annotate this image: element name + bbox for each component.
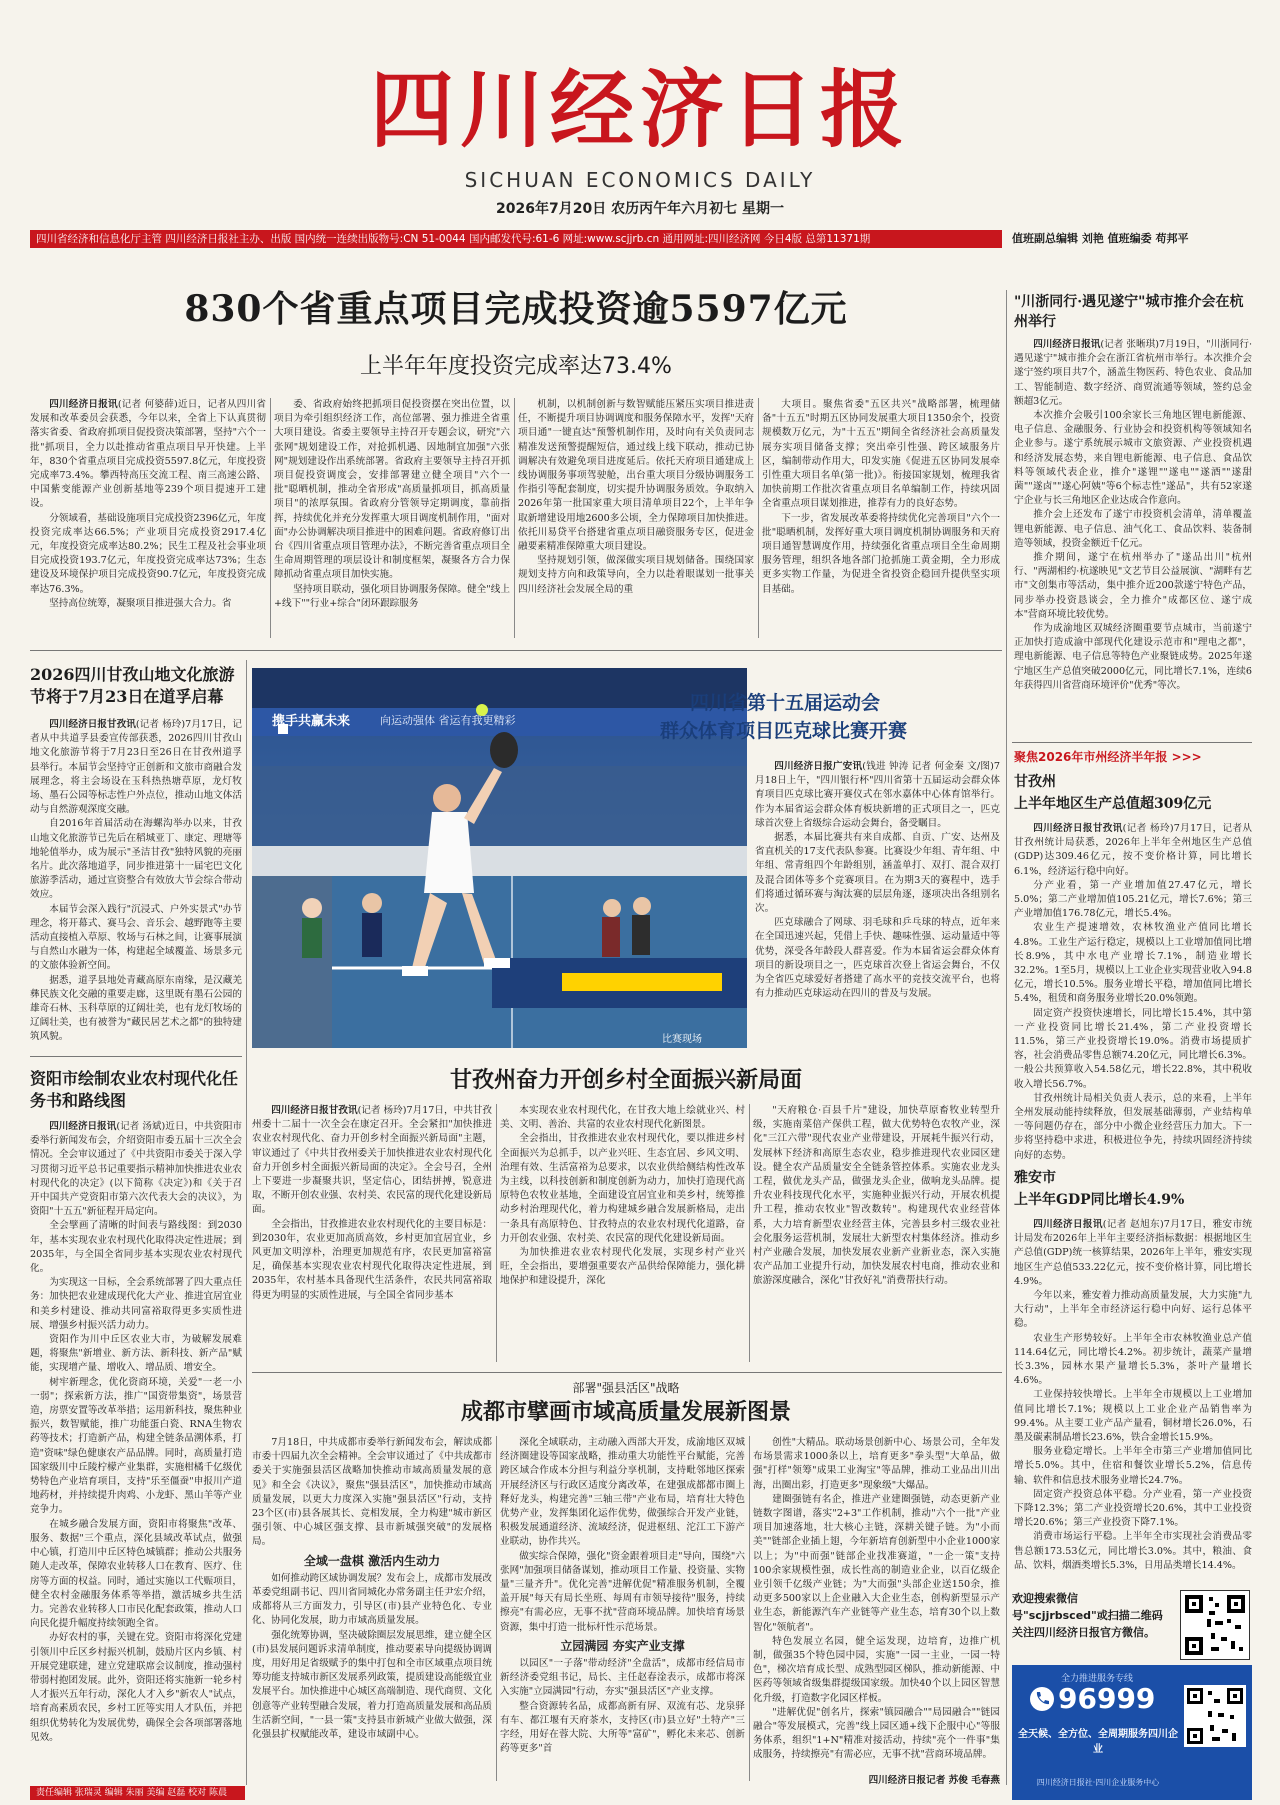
lead-paragraph: 坚持规划引领，做深做实项目规划储备。围绕国家规划支持方向和政策导向，全力以赴着眼谋划一批事关四川经济社会发展全局的重	[518, 555, 754, 595]
section-divider	[1012, 742, 1252, 743]
ganzi-rural-paragraph: 7月17日，中共甘孜州委十二届十一次全会在康定召开。全会紧扣"加快推进农业农村现代化、奋力开创乡村全面振兴新局面"主题，审议通过了《中共甘孜州委关于加快推进农业农村现代化奋力开创乡村全面振兴新局面的决定》。全会号召，全州上下要进一步凝聚共识，坚定信心，团结拼搏，锐意进取，不断开创农业强、农村美、农民富的现代化建设新局面。	[252, 1105, 492, 1216]
ad-bottom-text: 四川经济日报社·四川企业服务中心	[1036, 1778, 1160, 1787]
chengdu-paragraph: 深化全域联动，主动融入西部大开发，成渝地区双城经济圈建设等国家战略，推动重大功能性平台赋能，完善跨区域合作成本分担与利益分享机制，支持毗邻地区探索开展经济区与行政区适度分离改革，在建强成都都市圈上释好龙头，构建完善"三轴三带"产业布局，培育壮大特色优势产业，发挥集团化运作优势，做强综合开发产业链，积极发展通道经济、流域经济，促进枢纽、沱江工下游产业联动，协作共兴。	[500, 1437, 745, 1548]
yaan-gdp-paragraph: 固定资产投资总体平稳。分产业看，第一产业投资下降12.3%；第二产业投资增长20.6%，其中工业投资增长20.6%；第三产业投资下降7.1%。	[1014, 1488, 1252, 1529]
ganzi-rural-column-1	[252, 1104, 492, 1366]
qr-code-icon	[1184, 1685, 1246, 1747]
sports-paragraph: 匹克球融合了网球、羽毛球和乒乓球的特点，近年来在全国迅速兴起，凭借上手快、趣味性强、运动量适中等优势，深受各年龄段人群喜爱。作为本届省运会群众体育项目的新设项目之一，匹克球首次登上省运会舞台，不仅为全省匹克球爱好者搭建了高水平的竞技交流平台，也将有力推动匹克球运动在四川的普及与发展。	[755, 917, 1000, 1000]
chengdu-headline: 成都市擘画市域高质量发展新图景	[460, 1399, 791, 1425]
lead-paragraph: 下一步，省发展改革委将持续优化完善项目"六个一批"聪晒机制，发挥好重大项目调度机制协调服务和天府项目通智慧调度作用，持续强化省重点项目全生命周期服务管理，组织各地各部门抢抓施工黄金期，全力形成更多实物工作量，为促进全省投资企稳回升提供坚实项目基础。	[762, 512, 1000, 595]
ziyang-headline: 资阳市绘制农业农村现代化任务书和路线图	[30, 1069, 239, 1110]
qr-code-icon	[1181, 1591, 1249, 1659]
photo-caption: 比赛现场	[662, 1034, 702, 1045]
yaan-gdp-dateline: 四川经济日报讯	[1033, 1219, 1103, 1230]
service-hotline-ad	[1012, 1665, 1252, 1800]
suining-paragraph: 本次推介会吸引100余家长三角地区锂电新能源、电子信息、金融服务、行业协会和投资机构等领域知名企业参与。遂宁系统展示城市文旅资源、产业投资机遇和经济发展态势，来自锂电新能源、电子信息、食品饮料等领域代表企业，推介"遂锂""遂电""遂酒""遂甜菌""遂卤""遂心阿姨"等6个标志性"遂品"，共有52家遂宁企业与长三角地区企业达成合作意向。	[1014, 410, 1252, 507]
ziyang-paragraph: 树牢新理念，优化资商环境，关爱"一老一小一弱"；探索新方法，推广"国资带集资"，场景营造，房票安置等改革举措；运用新科技，聚焦种业振兴，数智赋能，推广功能蛋白瓷、RNA生物农药等技术；打造新产品，构建全链条品溯体系，打造"资味"绿色健康农产品品牌。同时，高质量打造国家级川中丘陵柠檬产业集群，实施柑橘千亿级优势特色产业培育项目，支持"乐至僵蚕"申报川产道地药材，并持续提升肉鸡、小龙虾、黑山羊等产业竞争力。	[30, 1376, 242, 1516]
lead-column-3	[518, 398, 754, 643]
sports-paragraph: 据悉，本届比赛共有来自成都、自贡、广安、达州及省直机关的17支代表队参赛。比赛设少年组、青年组、中年组、常青组四个年龄组别，涵盖单打、双打、混合双打及混合团体等多个竞赛项目。在为期3天的赛程中，选手们将通过循环赛与淘汰赛的层层角逐，逐项决出各组别名次。	[755, 832, 1000, 915]
ganzi-rural-column-2	[500, 1104, 745, 1366]
ganzi-gdp-reporter: (记者 杨玲)	[1122, 823, 1174, 834]
section-divider	[30, 650, 1002, 651]
sports-paragraph: 7月18日上午，"四川银行杯"四川省第十五届运动会群众体育项目匹克球比赛开赛仪式在邻水嘉体中心体育馆举行。作为本届省运会群众体育板块新增的正式项目之一，匹克球首次登上省级综合运动会舞台，备受瞩目。	[755, 761, 1000, 829]
yaan-gdp-kicker: 雅安市	[1014, 1170, 1056, 1186]
ziyang-paragraph: 办好农村的事，关键在党。资阳市将深化党建引领川中丘区乡村振兴机制，鼓励片区内乡镇、村开展党建联建，建立党建联席会议制度，推动强村带弱村抱团发展。此外，资阳还将实施新一轮乡村人才振兴五年行动，深化人才入乡"新农人"试点，培育高素质农民，乡村工匠等实用人才队伍，并把组织优势转化为发展优势，确保全会各项部署落地见效。	[30, 1632, 242, 1743]
ad-qr-code[interactable]	[1184, 1685, 1246, 1747]
yaan-gdp-paragraph: 7月17日，雅安市统计局发布2026年上半年主要经济指标数据：根据地区生产总值(GDP)统一核算结果，2026年上半年，雅安实现地区生产总值533.22亿元，按不变价格计算，同比增长4.9%。	[1014, 1219, 1253, 1287]
lead-paragraph: 坚持高位统筹，凝聚项目推进强大合力。省	[49, 597, 232, 609]
suining-paragraph: 7月19日，"川浙同行·遇见遂宁"城市推介会在浙江省杭州市举行。本次推介会遂宁签约项目共7个，涵盖生物医药、特色农业、食品加工、智能制造、数字经济、商贸流通等领域，签约总金额超3亿元。	[1014, 339, 1252, 407]
suining-paragraph: 作为成渝地区双城经济圈重要节点城市，当前遂宁正加快打造成渝中部现代化建设示范市和"理电之都"，理电新能源、电子信息等特色产业聚链成势。2025年遂宁地区生产总值突破2000亿元，同比增长7.1%，连续6年获得四川省营商环境评价"优秀"等次。	[1014, 623, 1252, 691]
tourism-paragraph: 7月17日，记者从中共道孚县委宣传部获悉，2026四川甘孜山地文化旅游节将于7月23日至26日在甘孜州道孚县举行。本届节会坚持守正创新和文旅市商融合发展理念，将主会场设在玉科热热塘草原，龙灯牧场、墨石公园等标志性户外点位，推动山地文体活动与自然游观深度交融。	[30, 719, 242, 816]
tourism-dateline: 四川经济日报甘孜讯	[49, 719, 136, 730]
chengdu-paragraph: 创性"大精品。联动场景创新中心、场景公司，全年发布场景需求1000条以上，培育更多"拳头型"大单品，做强"打样"领筹"成果工业淘宝"等品牌，推动工业品出川出海，出圈出彩，打造更多"现象级"大爆品。	[753, 1437, 1000, 1491]
column-divider	[514, 398, 515, 638]
sports-headline-2: 群众体育项目匹克球比赛开赛	[660, 720, 908, 742]
ganzi-rural-paragraph: 全会指出，甘孜推进农业农村现代化的主要目标是：到2030年，农业更加高质高效，乡村更加宜居宜业，乡风更加文明淳朴，治理更加规范有序，农民更加富裕富足，确保基本实现农业农村现代化取得决定性进展，到2035年，农村基本具备现代生活条件，农民共同富裕取得更为明显的实质性进展，与全国全省同步基本	[252, 1218, 492, 1301]
masthead-title: 四川经济日报	[369, 60, 910, 159]
ziyang-dateline: 四川经济日报讯	[49, 1121, 117, 1132]
suining-headline: "川浙同行·遇见遂宁"城市推介会在杭州举行	[1014, 294, 1244, 330]
section-divider	[252, 1372, 1002, 1373]
lead-column-4	[762, 398, 1000, 643]
chengdu-paragraph: 强化统筹协调，坚决破除圈层发展思维，建立健全区(市)县发展问题诉求清单制度，推动要素导向提级协调调度，用好用足省级赋予的集中打包和全市区域重点项目统筹功能支持城市新区发展系列政策，提质建设高能级宜业发展平台。加快推进中心城区高端制造、现代商贸、文化创意等产业转型融合发展，着力打造高质量发展和高品质生活新空间，"一县一策"支持县市新城产业做大做强，深化强县扩权赋能改革，建设市域副中心。	[252, 1629, 492, 1741]
lead-subhead: 上半年年度投资完成率达73.4%	[360, 354, 672, 379]
column-divider	[749, 1436, 750, 1781]
lead-paragraph: 坚持项目联动，强化项目协调服务保障。健全"线上+线下""行业+综合"闭环跟踪服务	[274, 583, 510, 609]
yaan-gdp-paragraph: 农业生产形势较好。上半年全市农林牧渔业总产值114.64亿元，同比增长4.2%。初步统计，蔬菜产量增长3.3%，园林水果产量增长5.3%，茶叶产量增长4.6%。	[1014, 1332, 1252, 1387]
ziyang-paragraph: 在城乡融合发展方面，资阳市将聚焦"改革、服务、数据"三个重点，深化县域改革试点，做强中心镇，打造川中丘区特色城镇群；推动公共服务随人走改革，保障农业转移人口在教育、医疗、住房等方面的权益。同时，通过实施以工代赈项目，健全农村金融服务体系等举措，激活城乡共生活力。完善农业转移人口市民化配套政策，推动人口向民化提升幅度持续领跑全省。	[30, 1518, 242, 1630]
ziyang-paragraph: 全会擘画了清晰的时间表与路线图：到2030年，基本实现农业农村现代化取得决定性进展；到2035年，与全国全省同步基本实现农业农村现代化。	[30, 1220, 242, 1275]
ganzi-gdp-paragraph: 甘孜州统计局相关负责人表示，总的来看，上半年全州发展动能持续释放，但发展基础薄弱，产业结构单一等问题仍存在，部分中小微企业经营压力加大。下一步将坚持稳中求进，积极进位争先，持续巩固经济持续向好的态势。	[1014, 1092, 1252, 1161]
yaan-gdp-reporter: (记者 赵旭东)	[1102, 1219, 1164, 1230]
lead-paragraph: 分领域看，基础设施项目完成投资2396亿元，年度投资完成率达66.5%；产业项目完成投资2917.4亿元，年度投资完成率达80.2%；民生工程及社会事业项目完成投资193.7亿元，年度投资完成率达73%；生态建设及环境保护项目完成投资90.7亿元，年度投资完成率达76.3%。	[30, 512, 266, 595]
ganzi-gdp-headline: 上半年地区生产总值超309亿元	[1014, 796, 1212, 812]
column-divider	[496, 1436, 497, 1781]
ganzi-rural-headline: 甘孜州奋力开创乡村全面振兴新局面	[449, 1067, 802, 1093]
chengdu-paragraph: 做实综合保障，强化"资金跟着项目走"导向，围绕"六张网"加强项目储备谋划，推动项目工作量、投资量、实物量"三量齐升"。优化完善"进解优促"精准服务机制，全覆盖开展"每天有局长坐班、每周有市领导接待"服务，持续擦亮"有需必应，无事不扰"营商环境品牌。加快培育场景资源，集中打造一批标杆性示范场景。	[500, 1550, 745, 1633]
phone-icon	[1030, 1687, 1054, 1711]
chengdu-kicker: 部署"强县活区"战略	[572, 1381, 680, 1395]
ganzi-rural-paragraph: 为加快推进农业农村现代化发展，实现乡村产业兴旺，全会指出，要增强重要农产品供给保障能力，强化耕地保护和建设提升，深化	[500, 1247, 745, 1287]
sports-dateline: 四川经济日报广安讯	[774, 761, 863, 772]
photo-banner-text: 携手共赢未来	[272, 714, 351, 729]
sports-headline-1: 四川省第十五届运动会	[690, 692, 881, 714]
suining-article-body	[1014, 338, 1252, 728]
chengdu-subhead-2: 立园满园 夯实产业支撑	[560, 1638, 685, 1653]
suining-reporter: (记者 张晰琪)	[1100, 339, 1159, 350]
column-divider	[749, 1104, 750, 1362]
photo-banner-text-2: 向运动强体 省运有我更精彩	[380, 714, 516, 727]
yaan-gdp-paragraph: 消费市场运行平稳。上半年全市实现社会消费品零售总额173.53亿元，同比增长3.0%。其中，粮油、食品、饮料，烟酒类增长5.3%，日用品类增长14.4%。	[1014, 1531, 1252, 1571]
ganzi-gdp-paragraph: 分产业看，第一产业增加值27.47亿元，增长5.0%；第二产业增加值105.21亿元，增长7.6%；第三产业增加值176.78亿元，增长5.4%。	[1014, 879, 1252, 920]
ganzi-gdp-paragraph: 7月17日，记者从甘孜州统计局获悉，2026年上半年全州地区生产总值(GDP)达309.46亿元，按不变价格计算，同比增长6.1%，经济运行稳中向好。	[1014, 823, 1253, 877]
ganzi-gdp-article-body	[1014, 822, 1253, 1161]
lead-paragraph: 机制，以机制创新与数智赋能压紧压实项目推进责任，不断提升项目协调调度和服务保障水平，发挥"天府项目通"一键直达"预警机制作用，及时向有关负责同志精准发送预警提醒短信，通过线上线下联动，推动已协调解决有效避免项目进度延后。依托天府项目通建成上线协调服务事项驾驶舱，出台重大项目分级协调服务工作指引等配套制度，切实提升协调服务质效。争取纳入2026年第一批国家重大项目清单项目22个，上半年争取新增建设用地2600多公顷，全力保障项目加快推进。依托川易贷平台搭建省重点项目融资服务专区，促进金融要素精准保障重大项目建设。	[518, 399, 754, 553]
ziyang-paragraph: 近日，中共资阳市委举行新闻发布会，介绍资阳市委五届十三次全会情况。全会审议通过了《中共资阳市委关于深入学习贯彻习近平总书记重要指示精神加快推进农业农村现代化的决定》(以下简称《决定》)和《关于召开中国共产党资阳市第六次代表大会的决议》，为资阳"十五五"新征程开局定向。	[30, 1121, 243, 1218]
ad-hotline-number[interactable]: 96999	[1058, 1682, 1156, 1715]
masthead-date: 2026年7月20日 农历丙午年六月初七 星期一	[496, 201, 784, 217]
column-divider	[270, 398, 271, 638]
ziyang-paragraph: 为实现这一目标，全会系统部署了四大重点任务：加快把农业建成现代化大产业、推进宜居宜业和美乡村建设、推动共同富裕取得更多实质性进展、增强乡村振兴活力动力。	[30, 1277, 242, 1331]
publication-info-bar: 四川省经济和信息化厅主管 四川经济日报社主办、出版 国内统一连续出版物号:CN 51-0044 国内邮发代号:61-6 网址:www.scjjrb.cn 通用网址:四川经济网 今日4版 总第11371期	[30, 230, 1002, 248]
chengdu-column-2	[500, 1436, 745, 1781]
chengdu-paragraph: "进解优促"创名片，探索"镇园融合""局园融合""链园融合"等发展模式，完善"线上园区通+线下企服中心"等服务体系，组织"1+N"精准对接活动，持续"亮个一件事"集成服务，持续擦亮"有需必应，无事不扰"营商环境品牌。	[753, 1706, 1000, 1761]
ganzi-gdp-kicker: 甘孜州	[1014, 774, 1056, 790]
chengdu-paragraph: 如何推动跨区域协调发展？发布会上，成都市发展改革委党组副书记、四川省同城化办常务副主任尹宏介绍，成都将从三方面发力，引导区(市)县产业特色化、专业化、协同化发展，助力市域高质量发展。	[252, 1572, 492, 1627]
chengdu-column-1	[252, 1436, 492, 1781]
chengdu-paragraph: 7月18日，中共成都市委举行新闻发布会，解读成都市委十四届九次全会精神。全会审议通过了《中共成都市委关于实施强县活区战略加快推动市域高质量发展的意见》和全会《决议》，聚焦"强县活区"，加快推动市域高质量发展，以更大力度深入实施"强县活区"行动，支持23个区(市)县各展其长、竞相发展，全力构建"城市新区强引领、中心城区强支撑、县市新城强突破"的发展格局。	[252, 1437, 492, 1548]
lead-dateline: 四川经济日报讯	[49, 399, 118, 410]
wechat-qr-code[interactable]	[1180, 1590, 1250, 1660]
ganzi-rural-paragraph: "天府粮仓·百县千片"建设，加快草原畜牧业转型升级，实施南菜倍产保供工程，做大优势特色农牧产业，深化"三江六带"现代农业产业带建设，开展耗牛振兴行动，发展林下经济和高原生态农业，稳步推进现代农业园区建设。健全农产品质量安全全链条管控体系。实施农业龙头工程，做优龙头产品，做强龙头企业，做响龙头品牌。提升农业科技现代化水平，实施种业振兴行动，开展农机提升工程，推动农牧业"智改数转"。构建现代农业经营体系，大力培育新型农业经营主体，完善县乡村三级农业社会化服务运营机制，发展壮大新型农村集体经济。推动乡村产业融合发展，加快发展农业新产业新业态，深入实施农产品加工业提升行动，加快发展农村电商，推动农业和旅游深度融合，深化"甘孜好礼"消费帮扶行动。	[753, 1105, 1000, 1287]
column-divider	[246, 660, 247, 1785]
lead-paragraph: 近日，记者从四川省发展和改革委员会获悉，今年以来，全省上下认真贯彻落实省委、省政府抓项目促投资决策部署，坚持"六个一批"抓项目，全力以赴推动省重点项目早开快建。上半年，830个省重点项目完成投资5597.8亿元，年度投资完成率73.4%。攀西特高压交流工程、南三高速公路、中国紫变能源产业创新基地等239个项目提速开工建设。	[30, 399, 267, 510]
chengdu-paragraph: 以园区"一子落"带动经济"全盘活"，成都市经信局市新经济委党组书记，局长、主任赵春淦表示，成都市将深入实施"立园满园"行动，夯实"强县活区"产业支撑。	[500, 1658, 745, 1698]
wechat-promo-text: 欢迎搜索微信号"scjjrbsced"或扫描二维码关注四川经济日报官方微信。	[1012, 1592, 1163, 1639]
chengdu-paragraph: 整合资源转名品，成都高新有屏、双流有芯、龙泉驿有车、都江堰有天府茶水，支持区(市)县立好"土特产"三字经，用好在蓉大院、大所等"富矿"，孵化未来芯、创新药等更多"首	[500, 1700, 745, 1755]
tourism-paragraph: 据悉，道孚县地处青藏高原东南缘，是汉藏羌彝民族文化交融的重要走廊，这里既有墨石公园的雄奇石林、玉科草原的辽阔壮美，也有龙灯牧场的辽阔壮美，也有被誉为"藏民居艺术之都"的独特建筑风貌。	[30, 974, 242, 1043]
ganzi-rural-column-3	[753, 1104, 1000, 1366]
ganzi-gdp-dateline: 四川经济日报甘孜讯	[1033, 823, 1123, 834]
yaan-gdp-paragraph: 工业保持较快增长。上半年全市规模以上工业增加值同比增长7.1%；规模以上工业企业产品销售率为99.4%。从主要工业产品产量看，铜材增长26.0%，石墨及碳素制品增长23.6%，铁合金增长15.9%。	[1014, 1389, 1252, 1444]
yaan-gdp-headline: 上半年GDP同比增长4.9%	[1014, 1192, 1185, 1208]
lead-column-2	[274, 398, 510, 643]
sports-article-body	[755, 760, 1000, 1040]
tourism-paragraph: 本届节会深入践行"沉浸式、户外实景式"办节理念，将开幕式、赛马会、音乐会、越野跑等主要活动直接植入草原、牧场与石林之间，让赛事展演与自然山水融为一体，构建起全域覆盖、场景多元的文旅体验新空间。	[30, 903, 242, 972]
chengdu-paragraph: 特色发展立名园，健全运发现，边培育，边推广机制，做强35个特色园中园，实施"一园一主业，一园一特色"，梯次培育成长型、成熟型园区梯队，推动新能源、中医药等领域省级集群提级国家级。加快40个以上园区智慧化升级，打造数字化园区样板。	[753, 1635, 1000, 1704]
suining-paragraph: 推介期间，遂宁在杭州举办了"遂品出川"杭州行、"两湖相约·杭遂映见"文艺节目公益展演、"湖畔有艺市"文创集市等活动，集中推介近200款遂宁特色产品，同步举办投资恳谈会，全力推介"成都区位、遂宁成本"营商环境比较优势。	[1014, 552, 1252, 620]
yaan-gdp-paragraph: 今年以来，雅安着力推动高质量发展，大力实施"九大行动"，上半年全市经济运行稳中向好、运行总体平稳。	[1014, 1290, 1252, 1330]
ganzi-rural-paragraph: 本实现农业农村现代化，在甘孜大地上绘就业兴、村美、文明、善治、共富的农业农村现代化新图景。	[500, 1105, 745, 1131]
ganzi-rural-reporter: (记者 杨玲)	[357, 1105, 407, 1116]
tourism-headline: 2026四川甘孜山地文化旅游节将于7月23日在道孚启幕	[30, 665, 235, 706]
chengdu-column-3	[753, 1436, 1000, 1766]
ziyang-paragraph: 资阳作为川中丘区农业大市，为破解发展难题，将聚焦"新增业、新方法、新科技、新产品"赋能，实现增产量、增收入、增品质、增安全。	[30, 1334, 242, 1374]
footer-editors: 责任编辑 张瑞灵 编辑 朱丽 美编 赵磊 校对 陈晨	[30, 1786, 245, 1800]
yaan-gdp-paragraph: 服务业稳定增长。上半年全市第三产业增加值同比增长5.0%。其中，住宿和餐饮业增长5.2%，信息传输、软件和信息技术服务业增长24.7%。	[1014, 1446, 1252, 1486]
masthead-subtitle: SICHUAN ECONOMICS DAILY	[464, 168, 816, 192]
section-divider	[30, 1056, 242, 1057]
ziyang-reporter: (记者 汤斌)	[116, 1121, 166, 1132]
wechat-promo	[1012, 1590, 1252, 1660]
lead-paragraph: 大项目。聚焦省委"五区共兴"战略部署，梳理储备"十五五"时期五区协同发展重大项目1350余个，投资规模数万亿元，为"十五五"期间全省经济社会高质量发展夯实项目储备支撑；突出牵引性强、跨区域服务片区，编制带动作用大，印发实施《促进五区协同发展牵引性重大项目名单(第一批)》。衔接国家规划，梳理我省加快前期工作批次省重点项目名单编制工作，持续巩固全省重点项目谋划推进，推荐有力的良好态势。	[762, 399, 1000, 510]
sidebar-divider	[1006, 290, 1007, 1785]
ad-top-text: 全力推进服务专线	[1060, 1674, 1133, 1684]
duty-editors: 值班副总编辑 刘艳 值班编委 苟邦平	[1012, 232, 1189, 245]
lead-headline: 830个省重点项目完成投资逾5597亿元	[184, 288, 848, 330]
ziyang-article-body	[30, 1120, 242, 1780]
column-divider	[758, 398, 759, 638]
chengdu-subhead-1: 全域一盘棋 激活内生动力	[303, 1553, 441, 1568]
suining-dateline: 四川经济日报讯	[1033, 339, 1101, 350]
ad-slogan: 全天候、全方位、全周期服务四川企业	[1018, 1729, 1178, 1755]
ganzi-rural-dateline: 四川经济日报甘孜讯	[271, 1105, 358, 1116]
ganzi-gdp-paragraph: 农业生产提速增效，农林牧渔业产值同比增长4.8%。工业生产运行稳定，规模以上工业增加值同比增长8.9%，其中水电产业增长7.1%，制造业增长32.2%。1至5月，规模以上工业企业实现营业收入94.8亿元，增长10.5%。服务业增长平稳，增加值同比增长5.4%，租赁和商务服务业增长20.0%领跑。	[1014, 922, 1252, 1005]
ganzi-gdp-paragraph: 固定资产投资快速增长，同比增长15.4%，其中第一产业投资同比增长21.4%，第二产业投资增长11.5%，第三产业投资增长19.0%。消费市场提质扩容，社会消费品零售总额74.20亿元，同比增长6.3%。一般公共预算收入54.58亿元，增长22.8%，其中税收收入增长56.7%。	[1014, 1007, 1252, 1090]
tourism-article-body	[30, 718, 242, 1043]
tourism-paragraph: 自2016年首届活动在海螺沟举办以来，甘孜山地文化旅游节已先后在稻城亚丁、康定、理塘等地轮值举办，成为展示"圣洁甘孜"独特风貌的亮丽名片。此次落地道孚，同步推进第十一届宅巴文化旅游季活动，通过宣资整合有效放大节会综合带动效应。	[30, 818, 242, 901]
tourism-reporter: (记者 杨玲)	[135, 719, 186, 730]
sports-reporter: (钱进 钟涛 记者 何金秦 文/图)	[862, 761, 994, 772]
ganzi-rural-paragraph: 全会指出，甘孜推进农业农村现代化，要以推进乡村全面振兴为总抓手，以产业兴旺、生态宜居、乡风文明、治理有效、生活富裕为总要求，以农业供给侧结构性改革为主线，以科技创新和制度创新为动力，加快打造现代高原特色农牧业基地，全面建设宜居宜业和美乡村，统筹推动乡村治理现代化，着力构建城乡融合发展新格局，走出一条具有高原特色、甘孜特点的农业农村现代化道路，奋力开创农业强、农村美、农民富的现代化建设新局面。	[500, 1133, 745, 1244]
yaan-gdp-article-body	[1014, 1218, 1252, 1584]
lead-paragraph: 委、省政府始终把抓项目促投资摆在突出位置，以项目为牵引组织经济工作，高位部署、强力推进全省重大项目建设。省委主要领导主持召开专题会议，研究"六张网"规划建设工作，对抢抓机遇、因地制宜加强"六张网"规划建设作出系统部署。省政府主要领导主持召开抓项目促投资调度会，安排部署建立健全项目"六个一批"聪晒机制，推动全省形成"高质量抓项目，抓高质量项目"的浓厚氛围。省政府分管领导定期调度，靠前指挥，持续优化并充分发挥重大项目调度机制作用，"面对面"办公协调解决项目推进中的困难问题。省政府修订出台《四川省重点项目管理办法》，不断完善省重点项目全生命周期管理的项层设计和制度框架，凝聚各方合力保障抓动省重点项目加快实施。	[274, 399, 510, 581]
column-divider	[496, 1104, 497, 1362]
focus-section-tag: 聚焦2026年市州经济半年报 >>>	[1014, 750, 1202, 764]
lead-reporter: (记者 何婆薛)	[117, 399, 178, 410]
chengdu-byline: 四川经济日报记者 苏俊 毛春燕	[868, 1775, 1000, 1786]
chengdu-paragraph: 建圈强链有名企，推进产业建圈强链，动态更新产业链数字图谱，落实"2+3"工作机制，推动"六个一批"产业项目加速落地，壮大核心主链，深耕关键子链。为"小而美""链部企业插上翅，今年新培育创新型中小企业1000家以上；为"中而强"链部企业找准赛道，"一企一策"支持100余家规模性强，成长性高的制造业企业，以百亿级企业引领千亿级产业链；为"大而强"头部企业送150余，推动更多500家以上企业融入大企业生态，创构新型显示产业生态，新能源汽车产业链等产业生态，培育30个以上数智化"领航者"。	[753, 1493, 1000, 1633]
suining-paragraph: 推介会上还发布了遂宁市投资机会清单，清单覆盖锂电新能源、电子信息、油气化工、食品饮料、装备制造等领域，投资金额近千亿元。	[1014, 509, 1252, 549]
lead-column-1	[30, 398, 266, 643]
